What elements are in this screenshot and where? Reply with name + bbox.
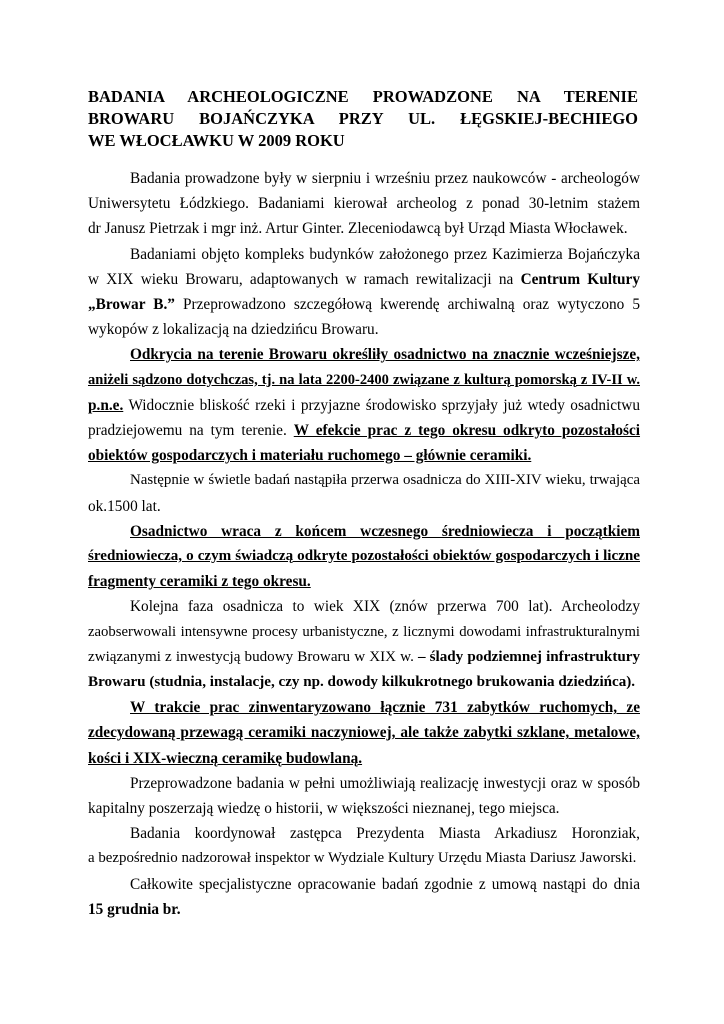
- text-line: Osadnictwo wraca z końcem wczesnego średniowiecza i początkiem: [130, 522, 640, 540]
- text-line: Następnie w świetle badań nastąpiła przerwa osadnicza do XIII-XIV wieku, trwająca: [130, 472, 640, 489]
- text-segment: Przeprowadzono szczegółową kwerendę archiwalną oraz wytyczono 5: [183, 296, 640, 314]
- bold-segment: Centrum Kultury: [520, 270, 640, 288]
- text-line: zdecydowaną przewagą ceramiki naczyniowej, ale także zabytki szklane, metalowe,: [88, 724, 640, 742]
- text-segment: w XIX wieku Browaru, adaptowanych w ramach rewitalizacji na: [88, 270, 514, 288]
- text-line: dr Janusz Pietrzak i mgr inż. Artur Ginter. Zleceniodawcą był Urząd Miasta Włocławek.: [88, 220, 628, 238]
- text-line: Uniwersytetu Łódzkiego. Badaniami kierował archeolog z ponad 30-letnim stażem: [88, 195, 640, 213]
- text-line: Kolejna faza osadnicza to wiek XIX (znów przerwa 700 lat). Archeolodzy: [130, 598, 640, 616]
- bold-segment: W efekcie prac z tego okresu odkryto pozostałości: [293, 422, 641, 440]
- text-line: średniowiecza, o czym świadczą odkryte pozostałości obiektów gospodarczych i liczne: [88, 548, 640, 565]
- text-line: kości i XIX-wieczną ceramikę budowlaną.: [88, 749, 363, 767]
- text-line: Badania prowadzone były w sierpniu i wrześniu przez naukowców - archeologów: [130, 170, 640, 187]
- text-line: Odkrycia na terenie Browaru określiły osadnictwo na znacznie wcześniejsze,: [130, 346, 640, 364]
- text-line: obiektów gospodarczych i materiału ruchomego – głównie ceramiki.: [88, 447, 532, 465]
- text-line: fragmenty ceramiki z tego okresu.: [88, 573, 311, 591]
- text-line: zaobserwowali intensywne procesy urbanistyczne, z licznymi dowodami infrastrukturalnymi: [88, 623, 640, 640]
- text-line: wykopów z lokalizacją na dziedzińcu Browaru.: [88, 321, 379, 339]
- text-line: Browaru (studnia, instalacje, czy np. dowody kilkukrotnego brukowania dziedzińca).: [88, 674, 636, 691]
- text-line: aniżeli sądzono dotychczas, tj. na lata 2200-2400 związane z kulturą pomorską z IV-II w.: [88, 371, 640, 388]
- paragraph-19th-century: [88, 594, 640, 695]
- document-body: [88, 166, 640, 922]
- text-segment: związanymi z inwestycją budowy Browaru w XIX w.: [88, 648, 414, 665]
- paragraph-discoveries: [88, 342, 640, 468]
- deadline-date: 15 grudnia br.: [88, 900, 181, 918]
- bold-segment: – ślady podziemnej infrastruktury: [418, 648, 640, 665]
- paragraph-conclusion: [88, 771, 640, 821]
- text-segment: Widocznie bliskość rzeki i przyjazne środowisko sprzyjały już wtedy osadnictwu: [128, 396, 640, 414]
- text-line: [88, 418, 640, 443]
- paragraph-coordination: [88, 821, 640, 871]
- page-title: [88, 86, 638, 152]
- text-line: [88, 292, 640, 317]
- text-line: ok.1500 lat.: [88, 497, 161, 515]
- text-line: a bezpośrednio nadzorował inspektor w Wydziale Kultury Urzędu Miasta Dariusz Jaworski.: [88, 850, 637, 867]
- title-line: BROWARU BOJAŃCZYKA PRZY UL. ŁĘGSKIEJ-BECHIEGO: [88, 109, 638, 128]
- text-line: kapitalny poszerzają wiedzę o historii, w większości nieznanej, tego miejsca.: [88, 800, 560, 818]
- text-line: Badania koordynował zastępca Prezydenta Miasta Arkadiusz Horonziak,: [130, 825, 640, 843]
- paragraph-deadline: [88, 872, 640, 922]
- paragraph-inventory: [88, 695, 640, 771]
- paragraph-medieval: [88, 519, 640, 595]
- paragraph-settlement-gap: [88, 468, 640, 518]
- text-line: Przeprowadzone badania w pełni umożliwiają realizację inwestycji oraz w sposób: [130, 774, 640, 792]
- text-line: [88, 393, 640, 418]
- paragraph-scope: [88, 242, 640, 343]
- title-line: BADANIA ARCHEOLOGICZNE PROWADZONE NA TERENIE: [88, 87, 638, 106]
- text-line: [88, 267, 640, 292]
- text-line: Badaniami objęto kompleks budynków założonego przez Kazimierza Bojańczyka: [130, 245, 640, 263]
- bold-segment: p.n.e.: [88, 396, 124, 414]
- text-line: [88, 645, 640, 670]
- text-segment: pradziejowemu na tym terenie.: [88, 422, 287, 440]
- text-line: W trakcie prac zinwentaryzowano łącznie 731 zabytków ruchomych, ze: [130, 699, 640, 717]
- paragraph-research-team: [88, 166, 640, 242]
- bold-segment: „Browar B.”: [88, 296, 175, 314]
- text-line: Całkowite specjalistyczne opracowanie badań zgodnie z umową nastąpi do dnia: [130, 875, 640, 893]
- title-line: WE WŁOCŁAWKU W 2009 ROKU: [88, 131, 345, 150]
